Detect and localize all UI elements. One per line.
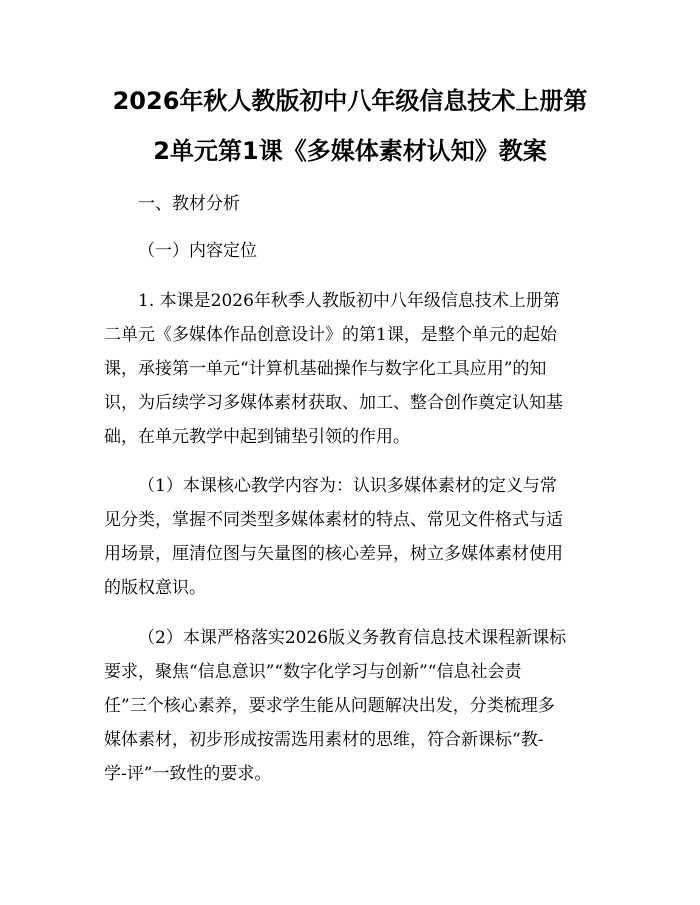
- document-title-line-2: 2单元第1课《多媒体素材认知》教案: [153, 137, 547, 165]
- paragraph-line: 识，为后续学习多媒体素材获取、加工、整合创作奠定认知基: [104, 393, 563, 413]
- section-heading: 一、教材分析: [138, 194, 240, 214]
- paragraph-line: 学-评”一致性的要求。: [104, 764, 272, 784]
- paragraph-line: 1. 本课是2026年秋季人教版初中八年级信息技术上册第: [138, 291, 560, 311]
- paragraph-line: 二单元《多媒体作品创意设计》的第1课，是整个单元的起始: [104, 325, 557, 345]
- paragraph-line: 见分类，掌握不同类型多媒体素材的特点、常见文件格式与适: [104, 510, 563, 530]
- subsection-heading: （一）内容定位: [138, 241, 257, 261]
- paragraph-line: 课，承接第一单元“计算机基础操作与数字化工具应用”的知: [104, 359, 547, 379]
- paragraph-line: 用场景，厘清位图与矢量图的核心差异，树立多媒体素材使用: [104, 544, 563, 564]
- paragraph-line: 任”三个核心素养，要求学生能从问题解决出发，分类梳理多: [104, 696, 555, 716]
- document-title-line-1: 2026年秋人教版初中八年级信息技术上册第: [112, 87, 588, 115]
- paragraph-line: 础，在单元教学中起到铺垫引领的作用。: [104, 427, 410, 447]
- paragraph-line: 的版权意识。: [104, 578, 206, 598]
- paragraph-line: （2）本课严格落实2026版义务教育信息技术课程新课标: [138, 628, 567, 648]
- paragraph-line: （1）本课核心教学内容为：认识多媒体素材的定义与常: [138, 476, 557, 496]
- paragraph-line: 媒体素材，初步形成按需选用素材的思维，符合新课标“教-: [104, 730, 544, 750]
- paragraph-line: 要求，聚焦“信息意识”“数字化学习与创新”“信息社会责: [104, 662, 522, 682]
